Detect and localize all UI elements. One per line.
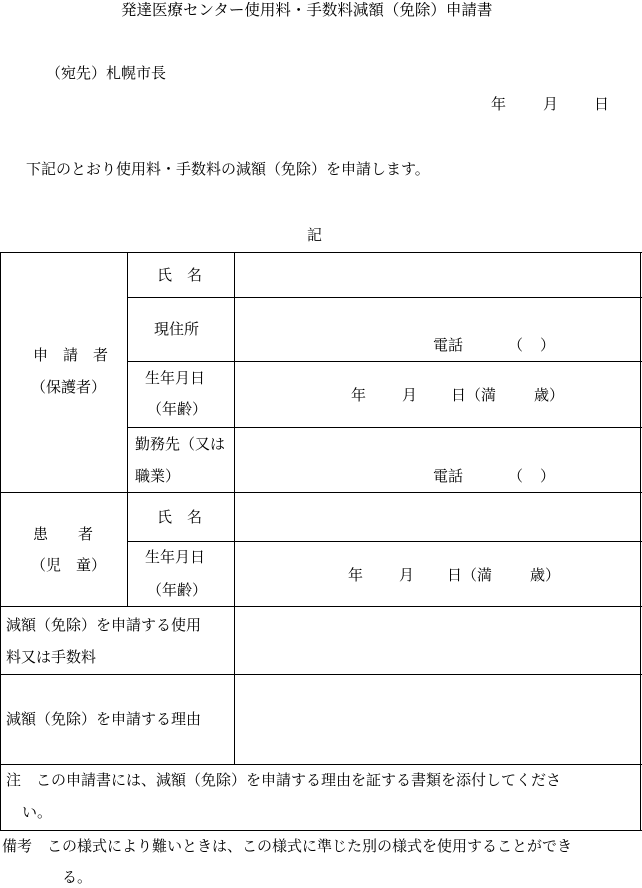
applicant-phone-close: ） (540, 336, 556, 354)
patient-age-label: （年齢） (147, 581, 208, 599)
reason-field[interactable] (236, 676, 638, 762)
patient-age-unit: 歳） (530, 566, 561, 584)
patient-sublabel: （児 童） (31, 556, 107, 574)
remarks-text: 備考 この様式により難いときは、この様式に準じた別の様式を使用することができ (2, 837, 573, 855)
date-day: 日 (594, 95, 610, 113)
applicant-work-label: 勤務先（又は (135, 435, 226, 453)
patient-birth-year: 年 (348, 566, 364, 584)
reason-label: 減額（免除）を申請する理由 (6, 710, 202, 728)
remarks-text-2: る。 (62, 868, 93, 886)
applicant-address-label: 現住所 (154, 320, 200, 338)
fee-field[interactable] (236, 608, 638, 672)
addressee: （宛先）札幌市長 (46, 64, 167, 82)
patient-name-field[interactable] (236, 494, 638, 539)
patient-birth-day: 日（満 (447, 566, 493, 584)
applicant-label: 申 請 者 (33, 346, 109, 364)
applicant-sublabel: （保護者） (31, 378, 107, 396)
applicant-name-label: 氏 名 (157, 266, 203, 284)
applicant-work-phone-open: （ (508, 467, 524, 485)
applicant-work-label-2: 職業） (135, 467, 181, 485)
form-title: 発達医療センター使用料・手数料減額（免除）申請書 (121, 1, 493, 19)
ki-label: 記 (307, 226, 323, 244)
applicant-name-field[interactable] (236, 254, 638, 296)
date-year: 年 (491, 95, 507, 113)
patient-label: 患 者 (33, 525, 94, 543)
applicant-work-phone-close: ） (540, 467, 556, 485)
applicant-birth-day: 日（満 (451, 386, 497, 404)
patient-birth-label: 生年月日 (145, 548, 206, 566)
fee-label-2: 料又は手数料 (6, 648, 97, 666)
applicant-birth-field[interactable] (236, 363, 638, 425)
patient-birth-field[interactable] (236, 543, 638, 604)
applicant-birth-label: 生年月日 (145, 369, 206, 387)
note-text: 注 この申請書には、減額（免除）を申請する理由を証する書類を添付してくださ (6, 771, 562, 789)
intro-text: 下記のとおり使用料・手数料の減額（免除）を申請します。 (26, 160, 430, 178)
applicant-work-phone-label: 電話 (433, 467, 464, 485)
fee-label: 減額（免除）を申請する使用 (6, 616, 202, 634)
applicant-phone-open: （ (508, 336, 524, 354)
applicant-age-unit: 歳） (534, 386, 565, 404)
applicant-age-label: （年齢） (147, 400, 208, 418)
date-month: 月 (543, 95, 559, 113)
note-text-2: い。 (22, 803, 53, 821)
applicant-phone-label: 電話 (433, 336, 464, 354)
patient-birth-month: 月 (399, 566, 415, 584)
patient-name-label: 氏 名 (157, 508, 203, 526)
applicant-birth-month: 月 (402, 386, 418, 404)
applicant-birth-year: 年 (351, 386, 367, 404)
